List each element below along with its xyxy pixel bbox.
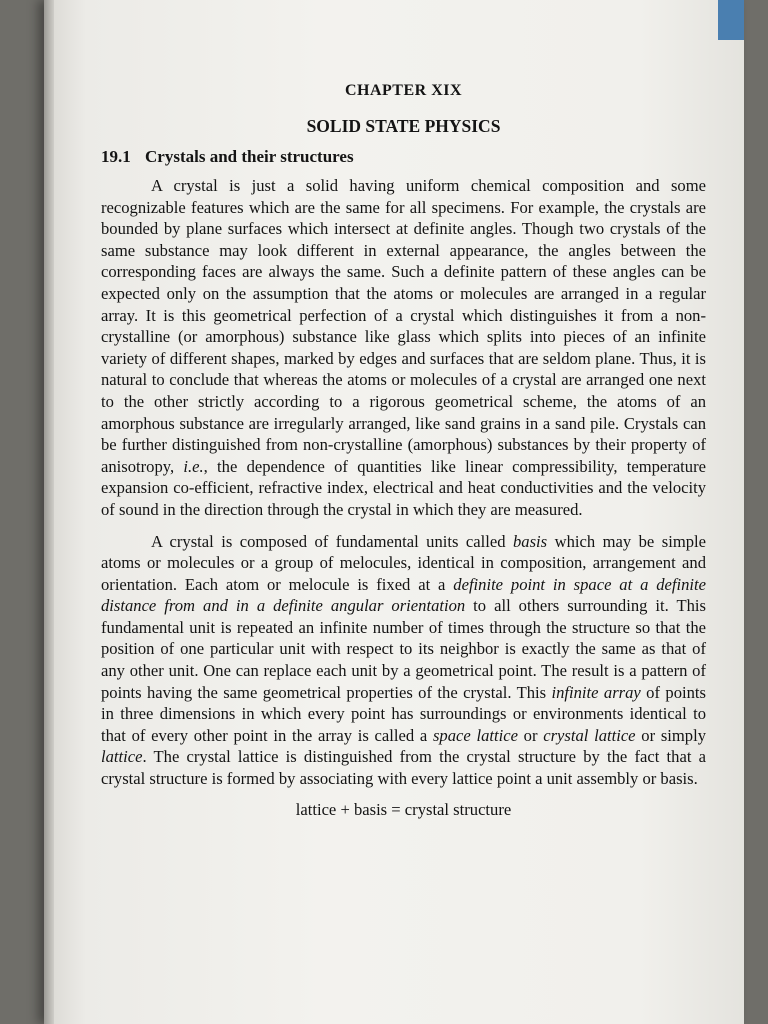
p2-infinite: infinite array bbox=[551, 682, 641, 702]
p2-crystal-lattice: crystal lattice bbox=[543, 725, 636, 745]
p2-lattice: lattice bbox=[101, 747, 143, 767]
section-number: 19.1 bbox=[101, 147, 131, 166]
book-page bbox=[44, 0, 744, 1024]
p2-basis: basis bbox=[513, 531, 548, 551]
paragraph-1-end: , the dependence of quantities like linear compressibility, temperature expansion co-efficient, refractive index, electrical and heat conductivities and the velocity of sound in the direction through the crystal in which they are measured. bbox=[101, 456, 706, 519]
p2-f: or simply bbox=[635, 725, 706, 745]
p2-space-lattice: space lattice bbox=[432, 725, 518, 745]
p2-definite: definite point in space at a definite distance from and in a definite angular orientation bbox=[101, 574, 706, 616]
chapter-label: CHAPTER XIX bbox=[344, 82, 463, 99]
section-title: Crystals and their structures bbox=[145, 147, 354, 166]
p2-d: of points in three dimensions in which every point has surroundings or environments identical to that of every other point in the array is called a bbox=[101, 682, 706, 745]
section-heading bbox=[101, 147, 706, 167]
p2-b: which may be simple atoms or molecules or a group of melocules, identical in composition, arrangement and orientation. Each atom or melocule is fixed at a bbox=[101, 531, 707, 594]
p2-g: . The crystal lattice is distinguished from the crystal structure by the fact that a crystal structure is formed by associating with every lattice point a unit assembly or basis. bbox=[101, 747, 706, 789]
p2-e: or bbox=[517, 725, 544, 745]
paragraph-1 bbox=[101, 175, 706, 521]
chapter-title: SOLID STATE PHYSICS bbox=[306, 116, 501, 136]
p2-c: to all others surrounding it. This fundamental unit is repeated an infinite number of times through the structure so that the position of one particular unit with respect to its neighbor is exactly the same as that of any other unit. One can replace each unit by a geometrical point. The result is a pattern of points having the same geometrical properties of the crystal. This bbox=[101, 596, 706, 702]
paragraph-1-ie: i.e. bbox=[183, 456, 204, 476]
p2-a: A crystal is composed of fundamental units called bbox=[151, 531, 513, 551]
paragraph-1-text: A crystal is just a solid having uniform chemical composition and some recognizable features which are the same for all specimens. For example, the crystals are bounded by plane surfaces which intersect at definite angles. Though two crystals of the same substance may look different in external appearance, the angles between the corresponding faces are always the same. Such a definite pattern of these angles can be expected only on the assumption that the atoms or molecules are arranged in a regular array. It is this geometrical perfection of a crystal which distinguishes it from a non-crystalline (or amorphous) substance like glass which splits into pieces of an infinite variety of different shapes, marked by edges and surfaces that are seldom plane. Thus, it is natural to conclude that whereas the atoms or molecules of a crystal are arranged one next to the other strictly according to a rigorous geometrical scheme, the atoms of an amorphous substance are irregularly arranged, like sand grains in a sand pile. Crystals can be further distinguished from non-crystalline (amorphous) substances by their property of anisotropy, bbox=[101, 176, 706, 476]
page-corner bbox=[718, 0, 744, 40]
equation: lattice + basis = crystal structure bbox=[295, 799, 512, 819]
page-content bbox=[101, 82, 706, 820]
page-spine bbox=[44, 0, 54, 1024]
paragraph-2 bbox=[101, 531, 706, 790]
